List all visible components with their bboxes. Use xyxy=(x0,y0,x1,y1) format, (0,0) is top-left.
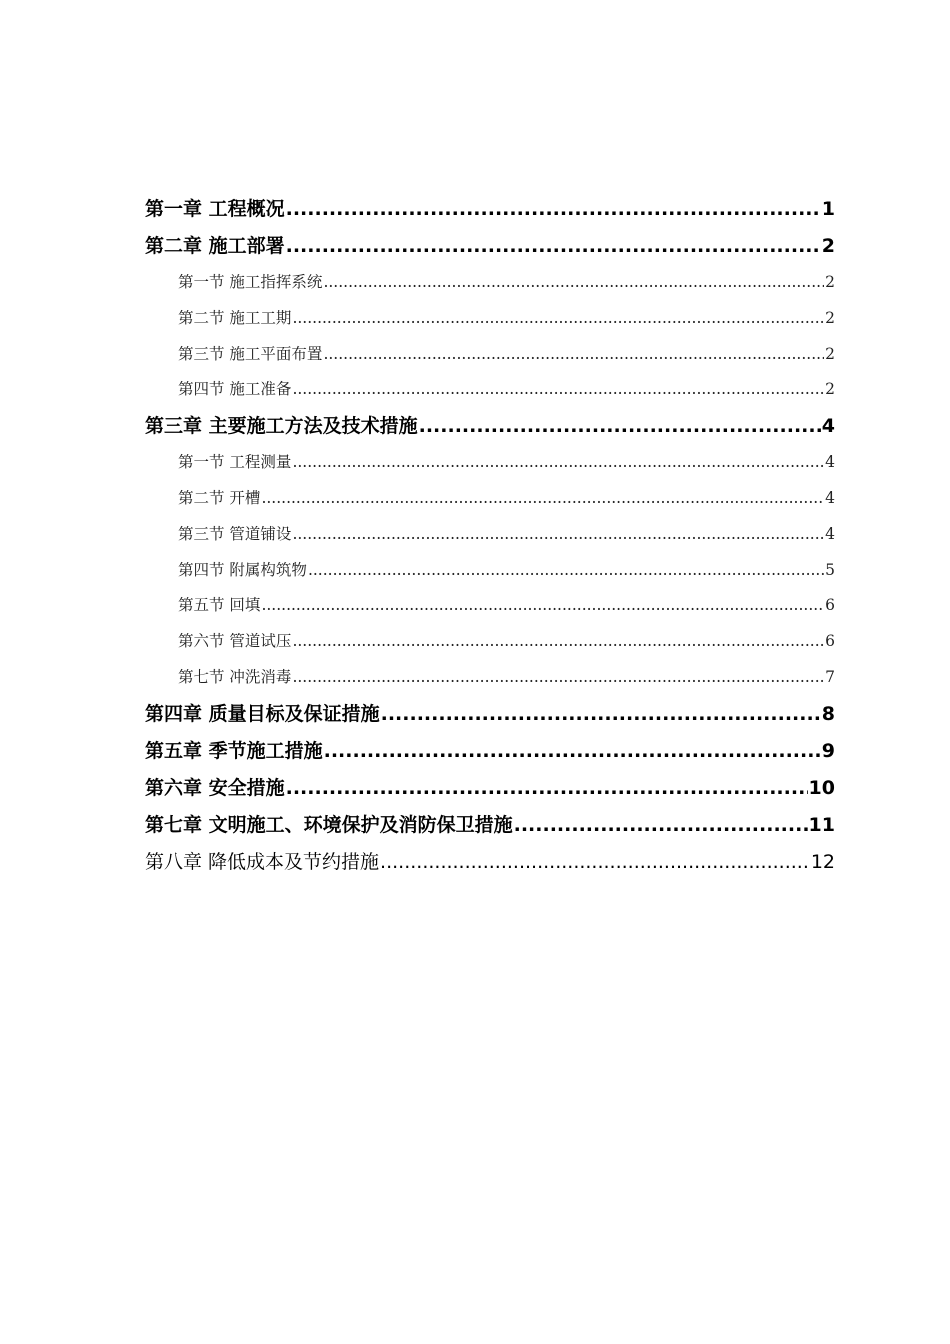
toc-chapter-entry[interactable] xyxy=(145,770,835,807)
toc-entry-page-number: 2 xyxy=(825,308,835,327)
toc-entry-title: 第三节 施工平面布置 xyxy=(178,344,323,363)
toc-dot-leader xyxy=(292,624,824,660)
toc-section-entry[interactable] xyxy=(145,337,835,373)
toc-dot-leader xyxy=(292,301,824,337)
toc-chapter-entry[interactable] xyxy=(145,228,835,265)
toc-entry-title: 第六节 管道试压 xyxy=(178,632,292,651)
toc-entry-title: 第四节 附属构筑物 xyxy=(178,560,307,579)
toc-entry-page-number: 10 xyxy=(808,776,835,799)
toc-section-entry[interactable] xyxy=(145,517,835,553)
toc-chapter-entry[interactable] xyxy=(145,696,835,733)
toc-chapter-entry[interactable] xyxy=(145,733,835,770)
toc-dot-leader xyxy=(323,337,824,373)
toc-dot-leader xyxy=(324,733,821,770)
toc-dot-leader xyxy=(261,588,824,624)
toc-entry-title: 第七章 文明施工、环境保护及消防保卫措施 xyxy=(145,813,513,836)
toc-dot-leader xyxy=(419,408,821,445)
toc-entry-page-number: 4 xyxy=(825,524,835,543)
toc-entry-title: 第六章 安全措施 xyxy=(145,776,285,799)
toc-entry-page-number: 4 xyxy=(825,488,835,507)
toc-dot-leader xyxy=(286,191,821,228)
toc-chapter-entry[interactable] xyxy=(145,191,835,228)
toc-dot-leader xyxy=(308,553,824,589)
toc-section-entry[interactable] xyxy=(145,553,835,589)
toc-dot-leader xyxy=(286,770,808,807)
toc-section-entry[interactable] xyxy=(145,301,835,337)
toc-dot-leader xyxy=(286,228,821,265)
toc-entry-title: 第八章 降低成本及节约措施 xyxy=(145,850,380,873)
toc-entry-page-number: 2 xyxy=(825,273,835,291)
toc-dot-leader xyxy=(292,660,824,696)
toc-entry-title: 第一节 施工指挥系统 xyxy=(178,273,323,291)
toc-section-entry[interactable] xyxy=(145,481,835,517)
toc-entry-page-number: 5 xyxy=(825,560,835,579)
toc-entry-page-number: 6 xyxy=(825,596,835,615)
toc-section-entry[interactable] xyxy=(145,624,835,660)
toc-entry-page-number: 12 xyxy=(810,850,835,873)
toc-entry-title: 第三章 主要施工方法及技术措施 xyxy=(145,415,418,438)
toc-entry-page-number: 9 xyxy=(821,739,835,762)
toc-entry-page-number: 7 xyxy=(825,667,835,686)
toc-chapter-entry[interactable] xyxy=(145,844,835,881)
toc-entry-title: 第四节 施工准备 xyxy=(178,380,292,399)
toc-chapter-entry[interactable] xyxy=(145,408,835,445)
toc-entry-title: 第四章 质量目标及保证措施 xyxy=(145,702,380,725)
toc-entry-title: 第三节 管道铺设 xyxy=(178,524,292,543)
toc-dot-leader xyxy=(292,372,824,408)
toc-entry-page-number: 2 xyxy=(821,235,835,257)
toc-entry-page-number: 11 xyxy=(808,813,835,836)
toc-entry-title: 第七节 冲洗消毒 xyxy=(178,667,292,686)
toc-entry-page-number: 4 xyxy=(821,415,835,438)
toc-entry-page-number: 2 xyxy=(825,380,835,399)
toc-entry-title: 第二节 施工工期 xyxy=(178,308,292,327)
toc-dot-leader xyxy=(514,807,808,844)
toc-entry-page-number: 1 xyxy=(821,198,835,220)
toc-entry-page-number: 4 xyxy=(825,453,835,472)
toc-entry-page-number: 6 xyxy=(825,632,835,651)
toc-section-entry[interactable] xyxy=(145,588,835,624)
toc-entry-page-number: 2 xyxy=(825,344,835,363)
toc-dot-leader xyxy=(292,445,824,481)
toc-section-entry[interactable] xyxy=(145,265,835,301)
toc-entry-title: 第五节 回填 xyxy=(178,596,261,615)
toc-entry-title: 第五章 季节施工措施 xyxy=(145,739,323,762)
toc-entry-title: 第一章 工程概况 xyxy=(145,198,285,220)
table-of-contents xyxy=(145,191,835,881)
toc-dot-leader xyxy=(381,696,821,733)
toc-dot-leader xyxy=(261,481,824,517)
toc-entry-title: 第二章 施工部署 xyxy=(145,235,285,257)
toc-section-entry[interactable] xyxy=(145,445,835,481)
toc-section-entry[interactable] xyxy=(145,660,835,696)
toc-dot-leader xyxy=(323,265,824,301)
toc-dot-leader xyxy=(380,844,810,881)
toc-chapter-entry[interactable] xyxy=(145,807,835,844)
toc-entry-title: 第一节 工程测量 xyxy=(178,453,292,472)
toc-dot-leader xyxy=(292,517,824,553)
toc-entry-page-number: 8 xyxy=(821,702,835,725)
toc-entry-title: 第二节 开槽 xyxy=(178,488,261,507)
toc-section-entry[interactable] xyxy=(145,372,835,408)
